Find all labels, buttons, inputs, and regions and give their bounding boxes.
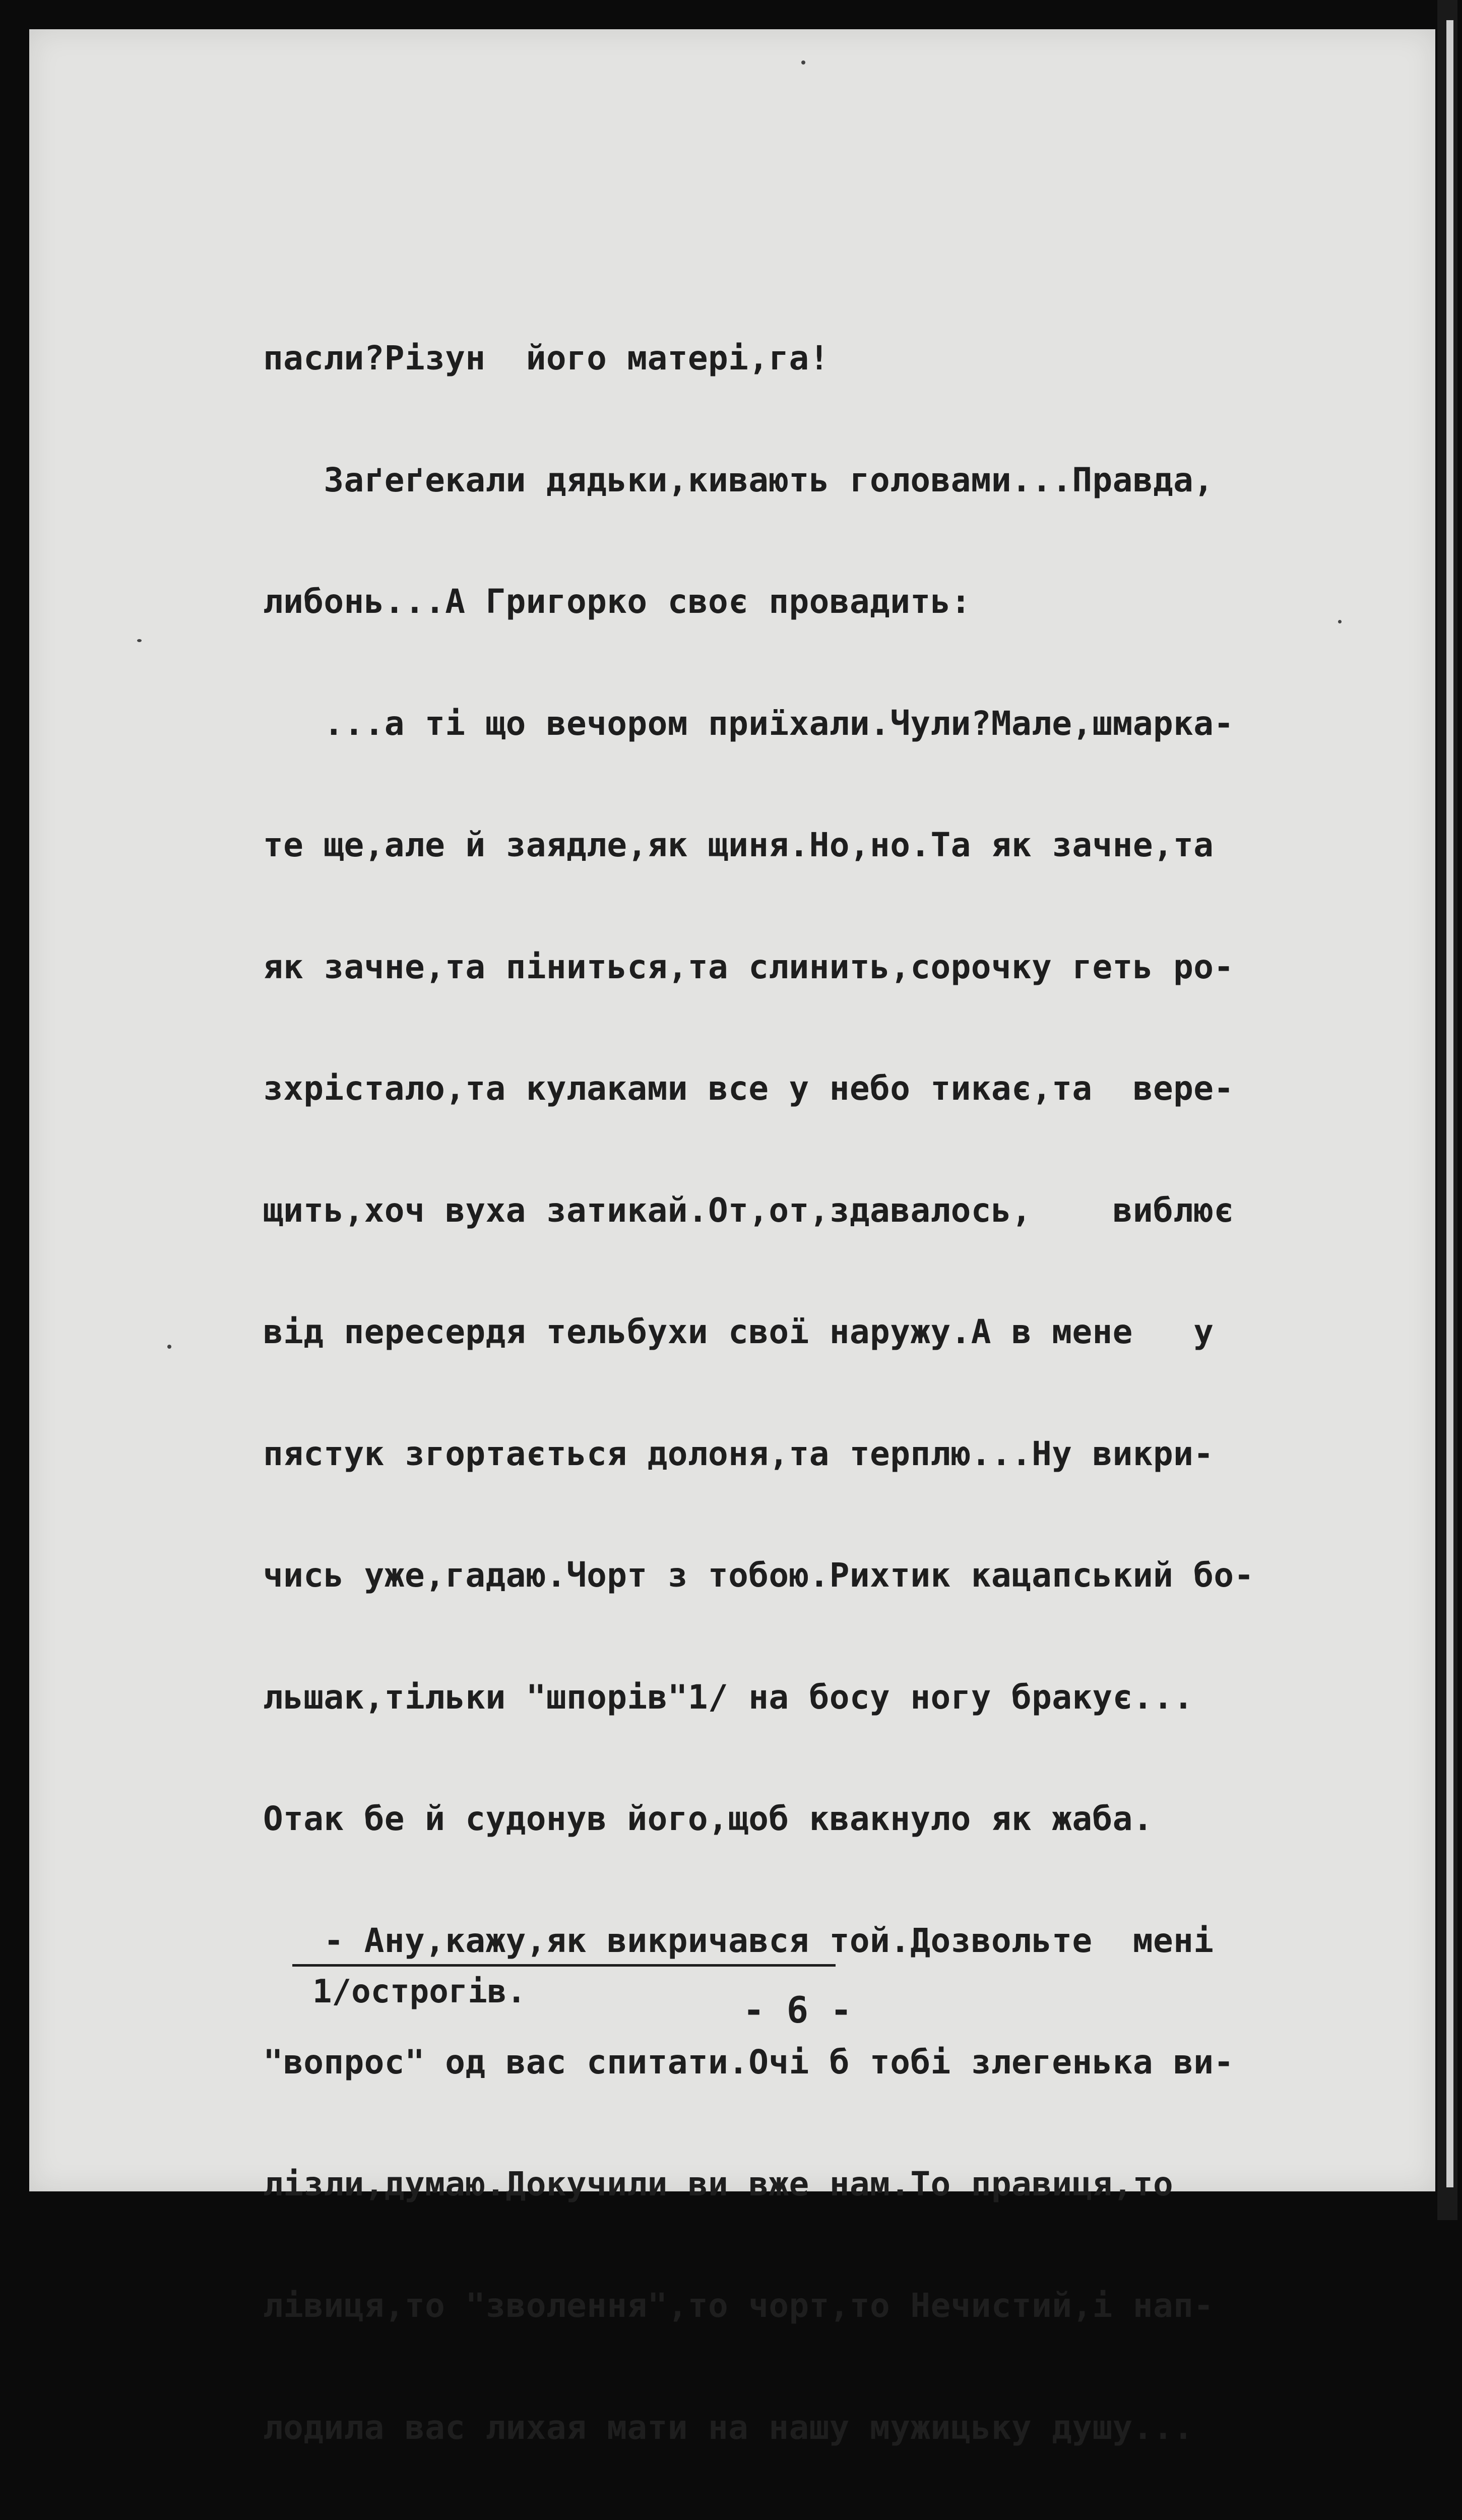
text-line: від пересердя тельбухи свої наружу.А в мене у: [263, 1312, 1214, 1351]
adjacent-page-edge: [1446, 20, 1453, 2187]
text-line: льшак,тільки "шпорів"1/ на босу ногу бракує...: [263, 1677, 1194, 1717]
dust-speck: [801, 60, 805, 65]
text-line: лізли,думаю.Докучили ви вже нам.То правиця,то: [263, 2164, 1174, 2203]
dust-speck: [137, 639, 142, 642]
text-line: чись уже,гадаю.Чорт з тобою.Рихтик кацапський бо-: [263, 1556, 1254, 1595]
footnote: 1/острогів.: [312, 1973, 526, 2010]
text-line: лівиця,то "зволення",то чорт,то Нечистий,і нап-: [263, 2286, 1214, 2325]
text-line: либонь...А Григорко своє провадить:: [263, 582, 971, 621]
text-line: Заґеґекали дядьки,кивають головами...Правда,: [263, 460, 1214, 499]
footnote-divider: [292, 1964, 836, 1967]
text-line: щить,хоч вуха затикай.От,от,здавалось, виблює: [263, 1190, 1234, 1230]
text-line: лодила вас лихая мати на нашу мужицьку душу...: [263, 2408, 1194, 2447]
text-line: Отак бе й судонув його,щоб квакнуло як жаба.: [263, 1799, 1153, 1838]
text-line: ...а ті що вечором приїхали.Чули?Мале,шмарка-: [263, 704, 1234, 743]
text-line: зхрістало,та кулаками все у небо тикає,та вере-: [263, 1069, 1234, 1108]
body-text: [263, 257, 1407, 2520]
text-line: як зачне,та піниться,та слинить,сорочку геть ро-: [263, 947, 1234, 986]
text-line: пасли?Різун його матері,га!: [263, 339, 830, 377]
page-number: - 6 -: [743, 1989, 852, 2031]
text-line: те ще,але й заядле,як щиня.Но,но.Та як зачне,та: [263, 826, 1214, 864]
text-line: "вопрос" од вас спитати.Очі б тобі злегенька ви-: [263, 2043, 1234, 2082]
text-line: пястук згортається долоня,та терплю...Ну викри-: [263, 1434, 1214, 1473]
dust-speck: [167, 1345, 171, 1349]
text-line: - Ану,кажу,як викричався той.Дозвольте мені: [263, 1921, 1214, 1960]
